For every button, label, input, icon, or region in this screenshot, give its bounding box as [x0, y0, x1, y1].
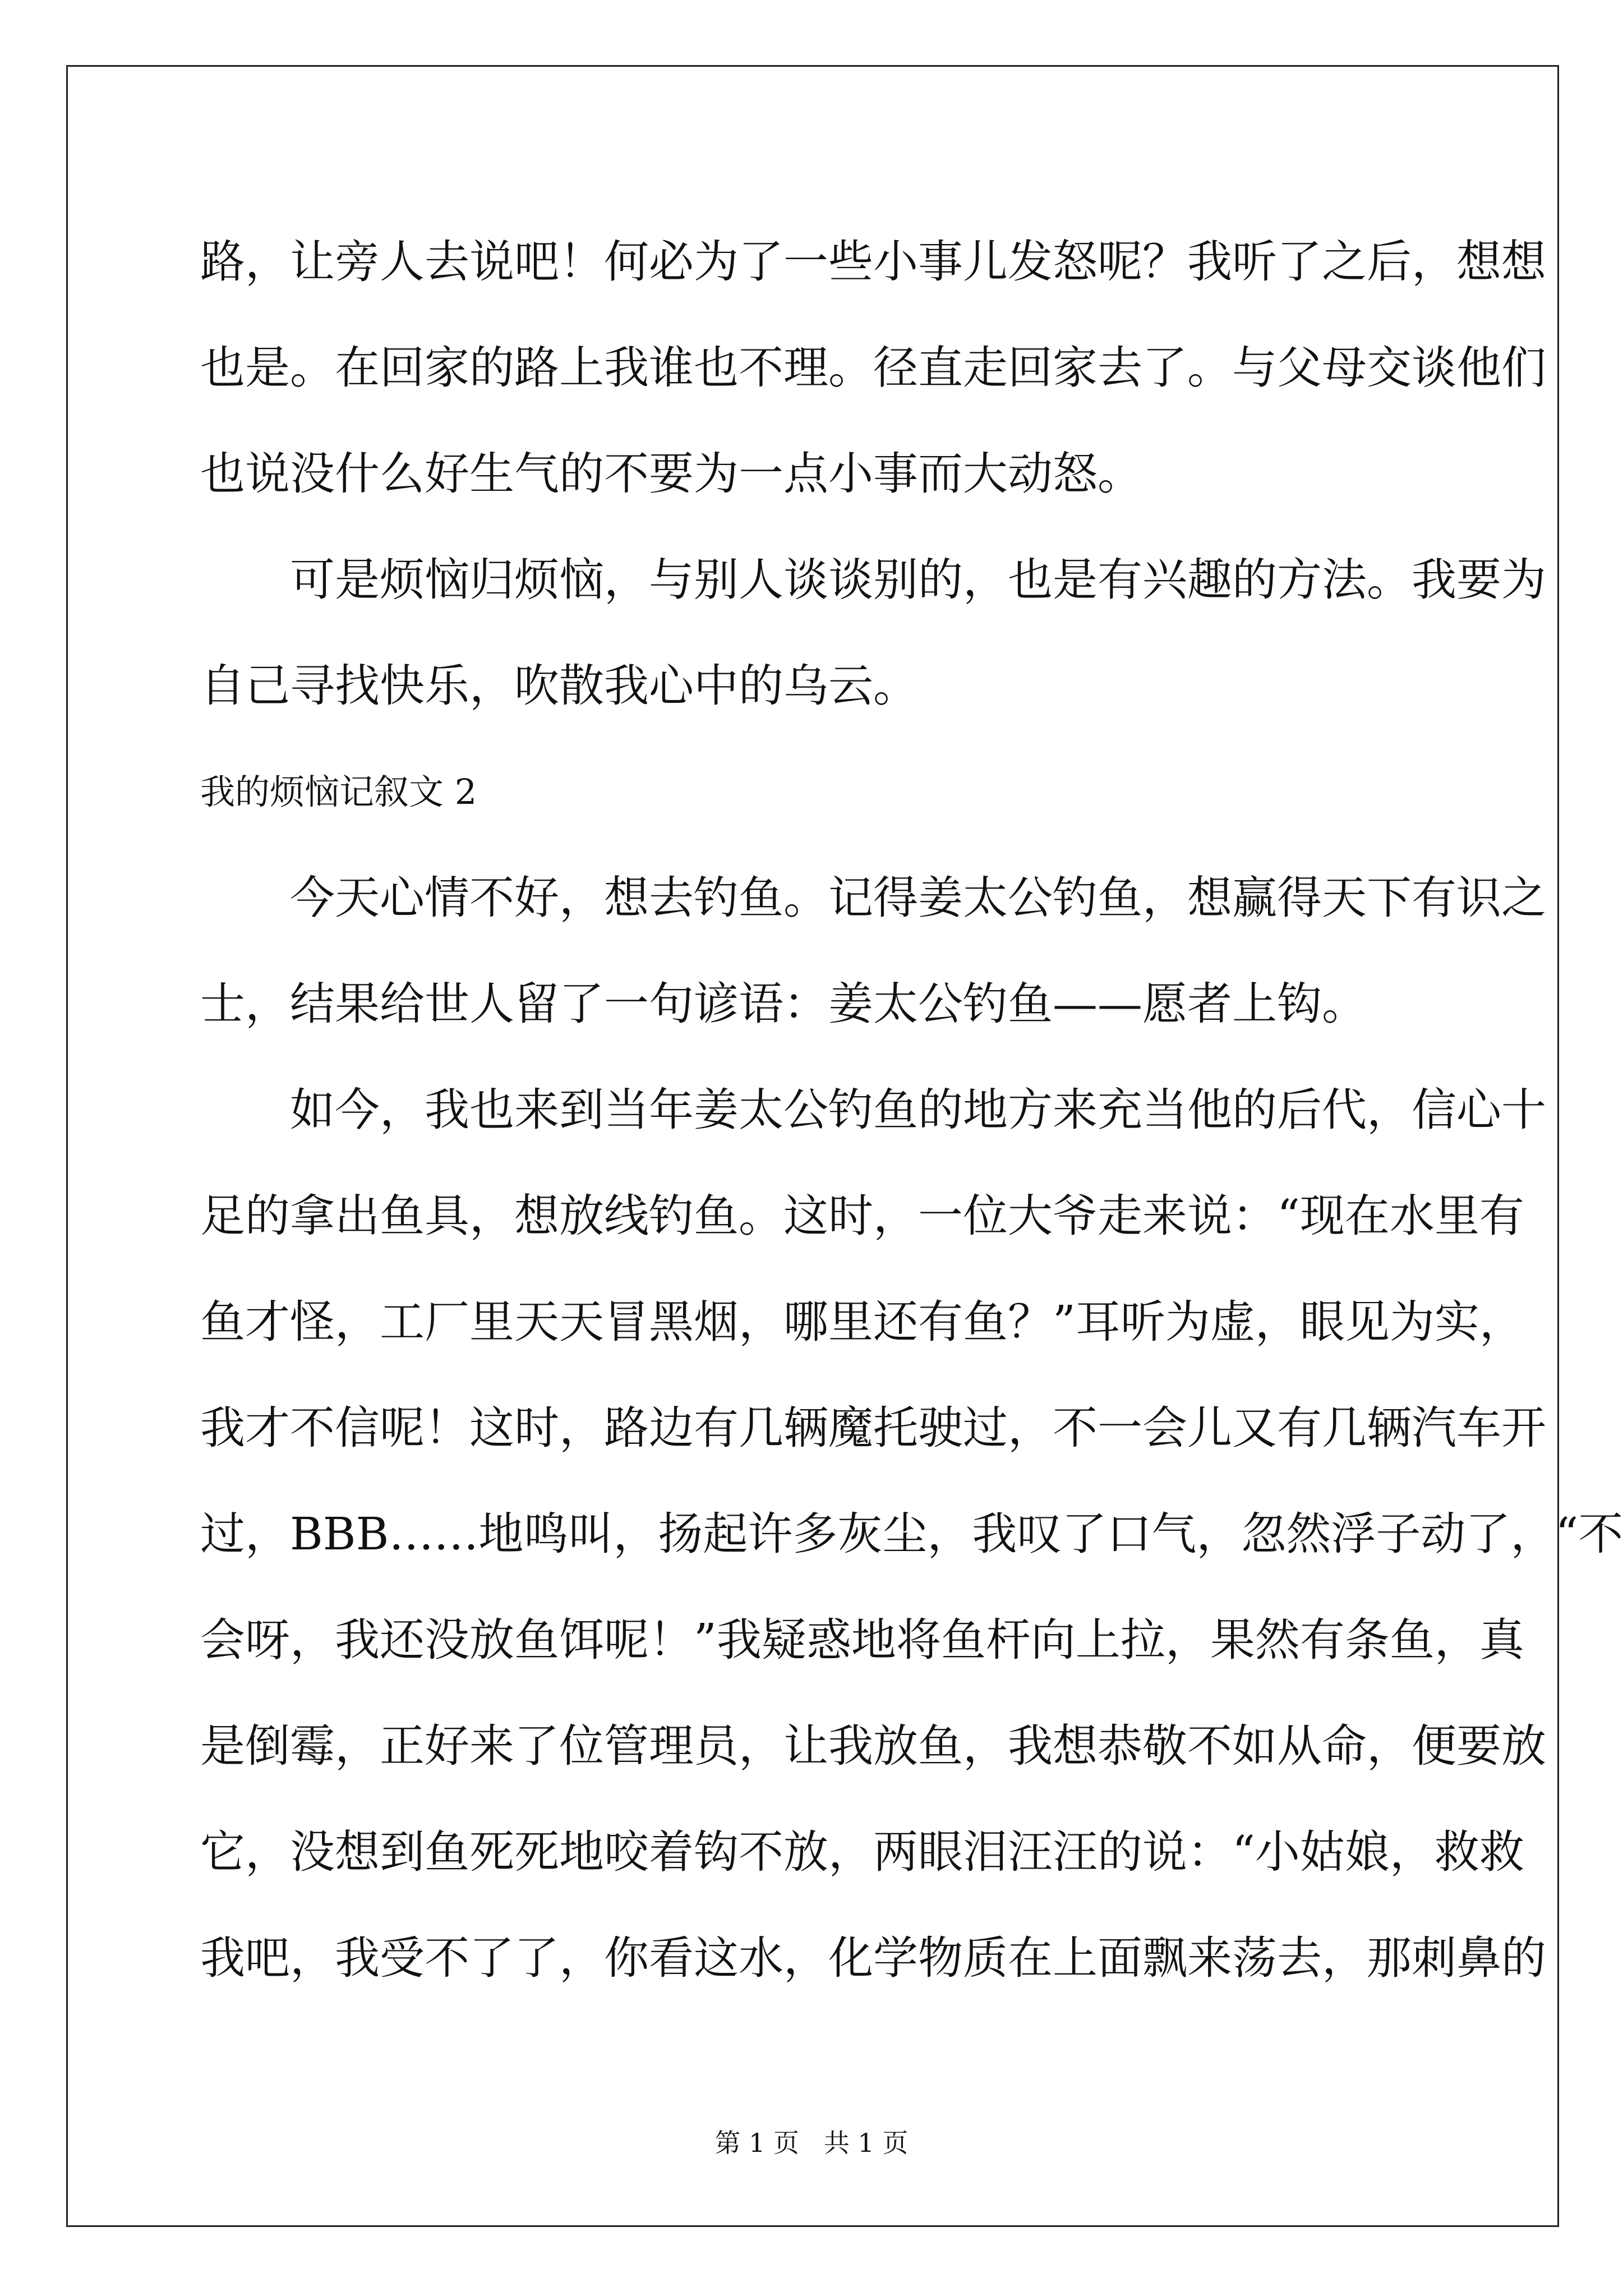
paragraph-start-line: 如今，我也来到当年姜太公钓鱼的地方来充当他的后代，信心十 — [290, 1084, 1546, 1136]
text-line: 它，没想到鱼死死地咬着钩不放，两眼泪汪汪的说：“小姑娘，救救 — [200, 1826, 1524, 1878]
text-line: 鱼才怪，工厂里天天冒黑烟，哪里还有鱼？”耳听为虚，眼见为实， — [200, 1296, 1524, 1348]
text-line: 过，BBB……地鸣叫，扬起许多灰尘，我叹了口气，忽然浮子动了，“不 — [200, 1508, 1623, 1560]
text-line: 会呀，我还没放鱼饵呢！”我疑惑地将鱼杆向上拉，果然有条鱼，真 — [200, 1614, 1524, 1666]
text-line: 也说没什么好生气的不要为一点小事而大动怒。 — [200, 448, 1142, 500]
page-number-footer: 第 1 页 共 1 页 — [714, 2128, 909, 2158]
text-line: 足的拿出鱼具，想放线钓鱼。这时，一位大爷走来说：“现在水里有 — [200, 1190, 1524, 1242]
text-line: 自己寻找快乐，吹散我心中的乌云。 — [200, 660, 918, 712]
text-line: 是倒霉，正好来了位管理员，让我放鱼，我想恭敬不如从命，便要放 — [200, 1720, 1546, 1772]
text-line: 路，让旁人去说吧！何必为了一些小事儿发怒呢？我听了之后，想想 — [200, 236, 1546, 288]
text-line: 也是。在回家的路上我谁也不理。径直走回家去了。与父母交谈他们 — [200, 342, 1546, 394]
paragraph-start-line: 今天心情不好，想去钓鱼。记得姜太公钓鱼，想赢得天下有识之 — [290, 872, 1546, 924]
text-line: 我吧，我受不了了，你看这水，化学物质在上面飘来荡去，那刺鼻的 — [200, 1932, 1546, 1984]
text-line: 士，结果给世人留了一句谚语：姜太公钓鱼——愿者上钩。 — [200, 978, 1367, 1030]
document-body — [200, 209, 1623, 2011]
paragraph-start-line: 可是烦恼归烦恼，与别人谈谈别的，也是有兴趣的方法。我要为 — [290, 554, 1546, 606]
text-line: 我才不信呢！这时，路边有几辆魔托驶过，不一会儿又有几辆汽车开 — [200, 1402, 1546, 1454]
section-heading: 我的烦恼记叙文 2 — [200, 771, 477, 812]
